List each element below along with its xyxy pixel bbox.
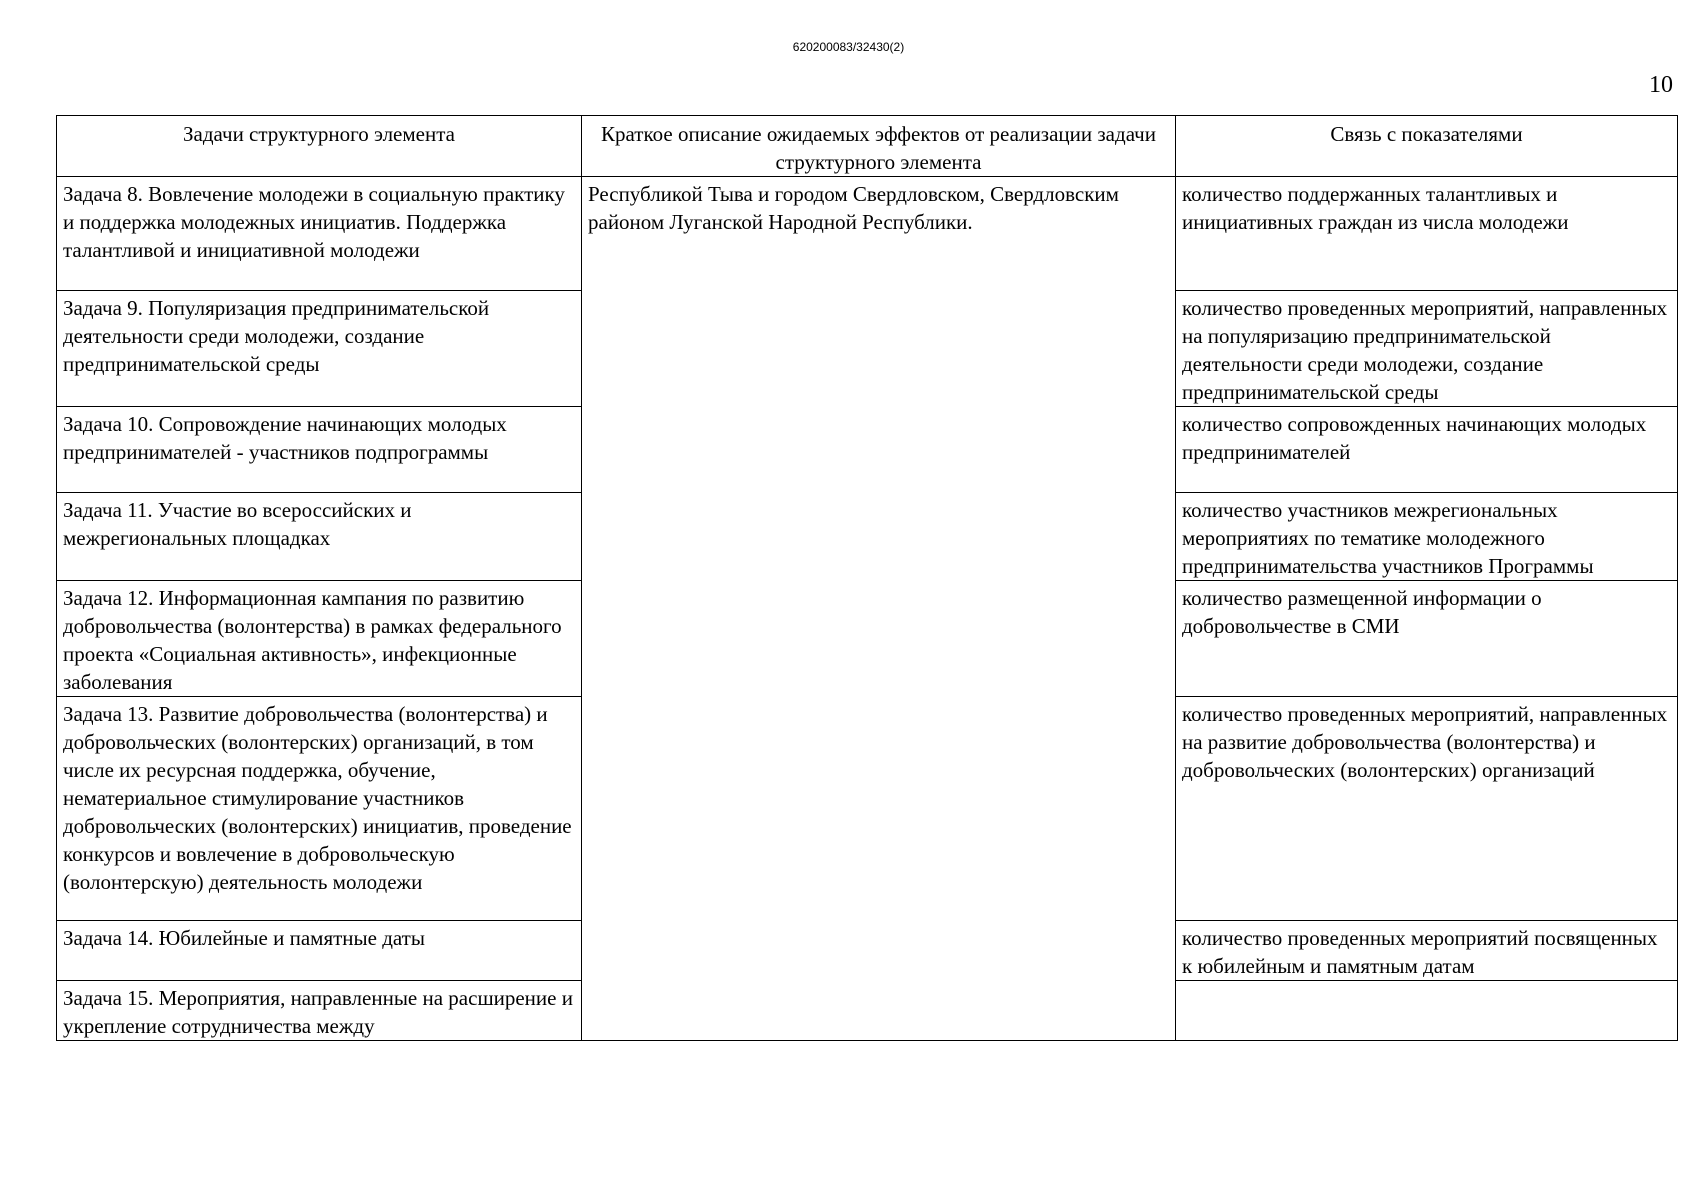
task-cell: Задача 13. Развитие добровольчества (волонтерства) и добровольческих (волонтерских) организаций, в том числе их ресурсная поддержка, обучение, нематериальное стимулирование участников добровольческих (волонтерских) инициатив, проведение конкурсов и вовлечение в добровольческую (волонтерскую) деятельность молодежи — [57, 697, 582, 921]
document-id: 620200083/32430(2) — [792, 40, 905, 54]
page-number: 10 — [1649, 72, 1673, 98]
task-cell: Задача 12. Информационная кампания по развитию добровольчества (волонтерства) в рамках федерального проекта «Социальная активность», инфекционные заболевания — [57, 581, 582, 697]
task-cell: Задача 8. Вовлечение молодежи в социальную практику и поддержка молодежных инициатив. Поддержка талантливой и инициативной молодежи — [57, 177, 582, 291]
description-cell: Республикой Тыва и городом Свердловском, Свердловским районом Луганской Народной Республики. — [582, 177, 1176, 1041]
task-cell: Задача 9. Популяризация предпринимательской деятельности среди молодежи, создание предпринимательской среды — [57, 291, 582, 407]
table-header-row — [57, 116, 1678, 177]
indicator-cell: количество проведенных мероприятий, направленных на развитие добровольчества (волонтерства) и добровольческих (волонтерских) организаций — [1176, 697, 1678, 921]
header-description: Краткое описание ожидаемых эффектов от реализации задачи структурного элемента — [582, 116, 1176, 177]
header-indicators: Связь с показателями — [1176, 116, 1678, 177]
task-cell: Задача 14. Юбилейные и памятные даты — [57, 921, 582, 981]
task-cell: Задача 10. Сопровождение начинающих молодых предпринимателей - участников подпрограммы — [57, 407, 582, 493]
table-row — [57, 177, 1678, 291]
task-cell: Задача 11. Участие во всероссийских и межрегиональных площадках — [57, 493, 582, 581]
task-cell: Задача 15. Мероприятия, направленные на расширение и укрепление сотрудничества между — [57, 981, 582, 1041]
indicator-cell: количество проведенных мероприятий посвященных к юбилейным и памятным датам — [1176, 921, 1678, 981]
indicator-cell — [1176, 981, 1678, 1041]
indicator-cell: количество проведенных мероприятий, направленных на популяризацию предпринимательской деятельности среди молодежи, создание предпринимательской среды — [1176, 291, 1678, 407]
header-tasks: Задачи структурного элемента — [57, 116, 582, 177]
indicator-cell: количество участников межрегиональных мероприятиях по тематике молодежного предпринимательства участников Программы — [1176, 493, 1678, 581]
indicator-cell: количество поддержанных талантливых и инициативных граждан из числа молодежи — [1176, 177, 1678, 291]
indicator-cell: количество размещенной информации о добровольчестве в СМИ — [1176, 581, 1678, 697]
tasks-table — [56, 115, 1678, 1041]
indicator-cell: количество сопровожденных начинающих молодых предпринимателей — [1176, 407, 1678, 493]
